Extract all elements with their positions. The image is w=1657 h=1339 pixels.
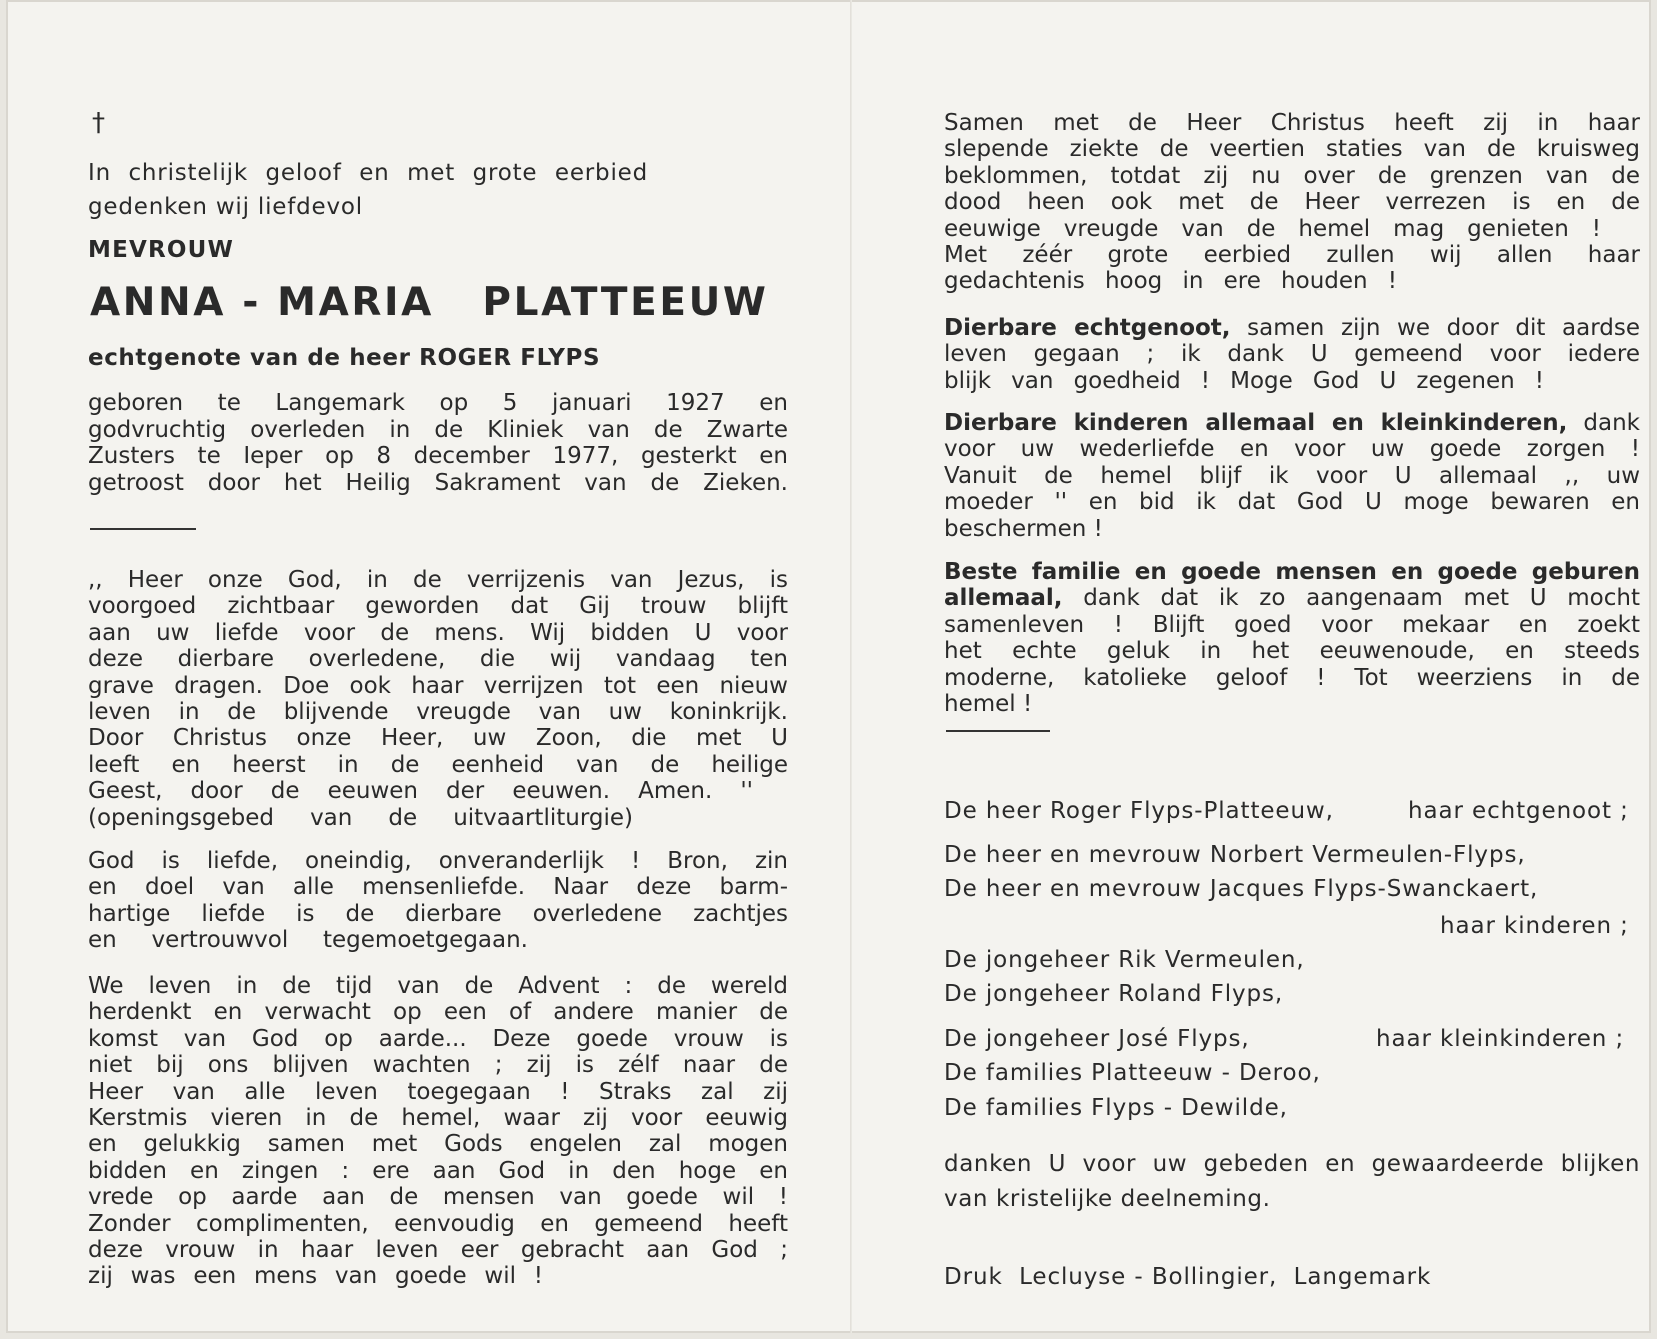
thanks-line: danken U voor uw gebeden en gewaardeerde blijken <box>944 1151 1640 1177</box>
family-line: moderne, katolieke geloof ! Tot weerziens in de <box>944 664 1640 691</box>
prayer-line: Geest, door de eeuwen der eeuwen. Amen. '' <box>88 778 753 805</box>
advent-line: bidden en zingen : ere aan God in den hoge en <box>88 1157 788 1184</box>
spouse-line: echtgenote van de heer ROGER FLYPS <box>88 345 601 371</box>
advent-line: herdenkt en verwacht op een of andere manier de <box>88 999 788 1026</box>
family-text <box>944 559 1640 717</box>
birth-line: geboren te Langemark op 5 januari 1927 en <box>88 390 788 416</box>
mourner-family: De families Platteeuw - Deroo, <box>944 1060 1321 1086</box>
prayer-line: ,, Heer onze God, in de verrijzenis van Jezus, is <box>88 567 788 593</box>
advent-line: vrede op aarde aan de mensen van goede wil ! <box>88 1184 788 1211</box>
mourner-family: De families Flyps - Dewilde, <box>944 1095 1288 1121</box>
card-fold <box>850 0 852 1333</box>
mourner-husband: De heer Roger Flyps-Platteeuw, <box>944 798 1334 824</box>
love-line: en vertrouwvol tegemoetgegaan. <box>88 927 528 954</box>
mourner-grandchild: De jongeheer Rik Vermeulen, <box>944 947 1305 973</box>
children-line: Vanuit de hemel blijf ik voor U allemaal ,, uw <box>944 462 1640 489</box>
christ-line: beklommen, totdat zij nu over de grenzen van de <box>944 162 1640 189</box>
advent-line: Zonder complimenten, eenvoudig en gemeend heeft <box>88 1210 788 1237</box>
advent-text <box>88 973 788 1290</box>
christ-line: dood heen ook met de Heer verrezen is en de <box>944 189 1640 216</box>
advent-line: en gelukkig samen met Gods engelen zal mogen <box>88 1131 788 1158</box>
prayer-line: deze dierbare overledene, die wij vandaag ten <box>88 646 788 673</box>
husband-text <box>944 315 1640 394</box>
birth-line: godvruchtig overleden in de Kliniek van de Zwarte <box>88 416 788 443</box>
prayer-line: (openingsgebed van de uitvaartliturgie) <box>88 804 633 831</box>
prayer-line: grave dragen. Doe ook haar verrijzen tot een nieuw <box>88 672 788 699</box>
children-text <box>944 410 1640 542</box>
advent-line: komst van God op aarde... Deze goede vrouw is <box>88 1025 788 1052</box>
children-line: beschermen ! <box>944 515 1103 542</box>
children-line: Dierbare kinderen allemaal en kleinkinderen, dank <box>944 410 1640 436</box>
prayer-line: aan uw liefde voor de mens. Wij bidden U voor <box>88 619 788 646</box>
christ-line: Samen met de Heer Christus heeft zij in haar <box>944 110 1640 136</box>
christ-line: slepende ziekte de veertien staties van de kruisweg <box>944 136 1640 163</box>
love-line: en doel van alle mensenliefde. Naar deze barm- <box>88 874 788 901</box>
prayer-line: leeft en heerst in de eenheid van de heilige <box>88 751 788 778</box>
divider <box>90 528 196 530</box>
divider <box>946 730 1050 732</box>
mourner-child: De heer en mevrouw Jacques Flyps-Swanckaert, <box>944 876 1539 902</box>
christ-line: gedachtenis hoog in ere houden ! <box>944 268 1397 295</box>
birth-line: Zusters te Ieper op 8 december 1977, gesterkt en <box>88 443 788 469</box>
family-line: hemel ! <box>944 691 1033 718</box>
husband-line: leven gegaan ; ik dank U gemeend voor iedere <box>944 341 1640 368</box>
family-address: Beste familie en goede mensen en goede geburen <box>944 559 1640 585</box>
children-line: moeder '' en bid ik dat God U moge bewaren en <box>944 489 1640 516</box>
memorial-card <box>6 0 1651 1333</box>
advent-line: We leven in de tijd van de Advent : de wereld <box>88 973 788 999</box>
thanks-text <box>944 1147 1640 1217</box>
family-line: allemaal, dank dat ik zo aangenaam met U mocht <box>944 585 1640 612</box>
title-mevrouw: MEVROUW <box>88 237 235 263</box>
husband-address: Dierbare echtgenoot, <box>944 315 1231 341</box>
children-address: Dierbare kinderen allemaal en kleinkinderen, <box>944 410 1568 436</box>
advent-line: Kerstmis vieren in de hemel, waar zij voor eeuwig <box>88 1105 788 1132</box>
mourner-grandchild: De jongeheer Roland Flyps, <box>944 981 1284 1007</box>
love-line: hartige liefde is de dierbare overledene zachtjes <box>88 900 788 927</box>
birth-text <box>88 390 788 496</box>
thanks-line: van kristelijke deelneming. <box>944 1186 1271 1212</box>
mourner-child: De heer en mevrouw Norbert Vermeulen-Flyps, <box>944 842 1526 868</box>
intro-line: In christelijk geloof en met grote eerbied <box>88 160 648 186</box>
birth-line: getroost door het Heilig Sakrament van de Zieken. <box>88 469 788 496</box>
prayer-line: leven in de blijvende vreugde van uw koninkrijk. <box>88 699 788 726</box>
cross-icon: † <box>92 108 105 138</box>
intro-text <box>88 156 648 224</box>
christ-line: Met zéér grote eerbied zullen wij allen haar <box>944 242 1640 269</box>
husband-line: blijk van goedheid ! Moge God U zegenen ! <box>944 367 1544 394</box>
christ-line: eeuwige vreugde van de hemel mag genieten ! <box>944 215 1601 242</box>
role-husband: haar echtgenoot ; <box>1408 798 1629 824</box>
role-grandchildren: haar kleinkinderen ; <box>1376 1026 1625 1052</box>
role-children: haar kinderen ; <box>1440 913 1629 939</box>
intro-line: gedenken wij liefdevol <box>88 194 363 220</box>
advent-line: niet bij ons blijven wachten ; zij is zélf naar de <box>88 1052 788 1079</box>
children-line: voor uw wederliefde en voor uw goede zorgen ! <box>944 436 1640 463</box>
family-line: samenleven ! Blijft goed voor mekaar en zoekt <box>944 611 1640 638</box>
love-line: God is liefde, oneindig, onveranderlijk ! Bron, zin <box>88 848 788 874</box>
christ-text <box>944 110 1640 295</box>
love-text <box>88 848 788 954</box>
advent-line: zij was een mens van goede wil ! <box>88 1263 543 1290</box>
advent-line: deze vrouw in haar leven eer gebracht aan God ; <box>88 1237 788 1264</box>
advent-line: Heer van alle leven toegegaan ! Straks zal zij <box>88 1078 788 1105</box>
printer-credit: Druk Lecluyse - Bollingier, Langemark <box>944 1264 1432 1290</box>
prayer-line: voorgoed zichtbaar geworden dat Gij trouw blijft <box>88 593 788 620</box>
prayer-line: Door Christus onze Heer, uw Zoon, die met U <box>88 725 788 752</box>
husband-line: Dierbare echtgenoot, samen zijn we door dit aardse <box>944 315 1640 341</box>
deceased-name: ANNA - MARIA PLATTEEUW <box>90 280 769 325</box>
prayer-text <box>88 567 788 831</box>
mourner-grandchild: De jongeheer José Flyps, <box>944 1026 1250 1052</box>
family-line: het echte geluk in het eeuwenoude, en steeds <box>944 638 1640 665</box>
